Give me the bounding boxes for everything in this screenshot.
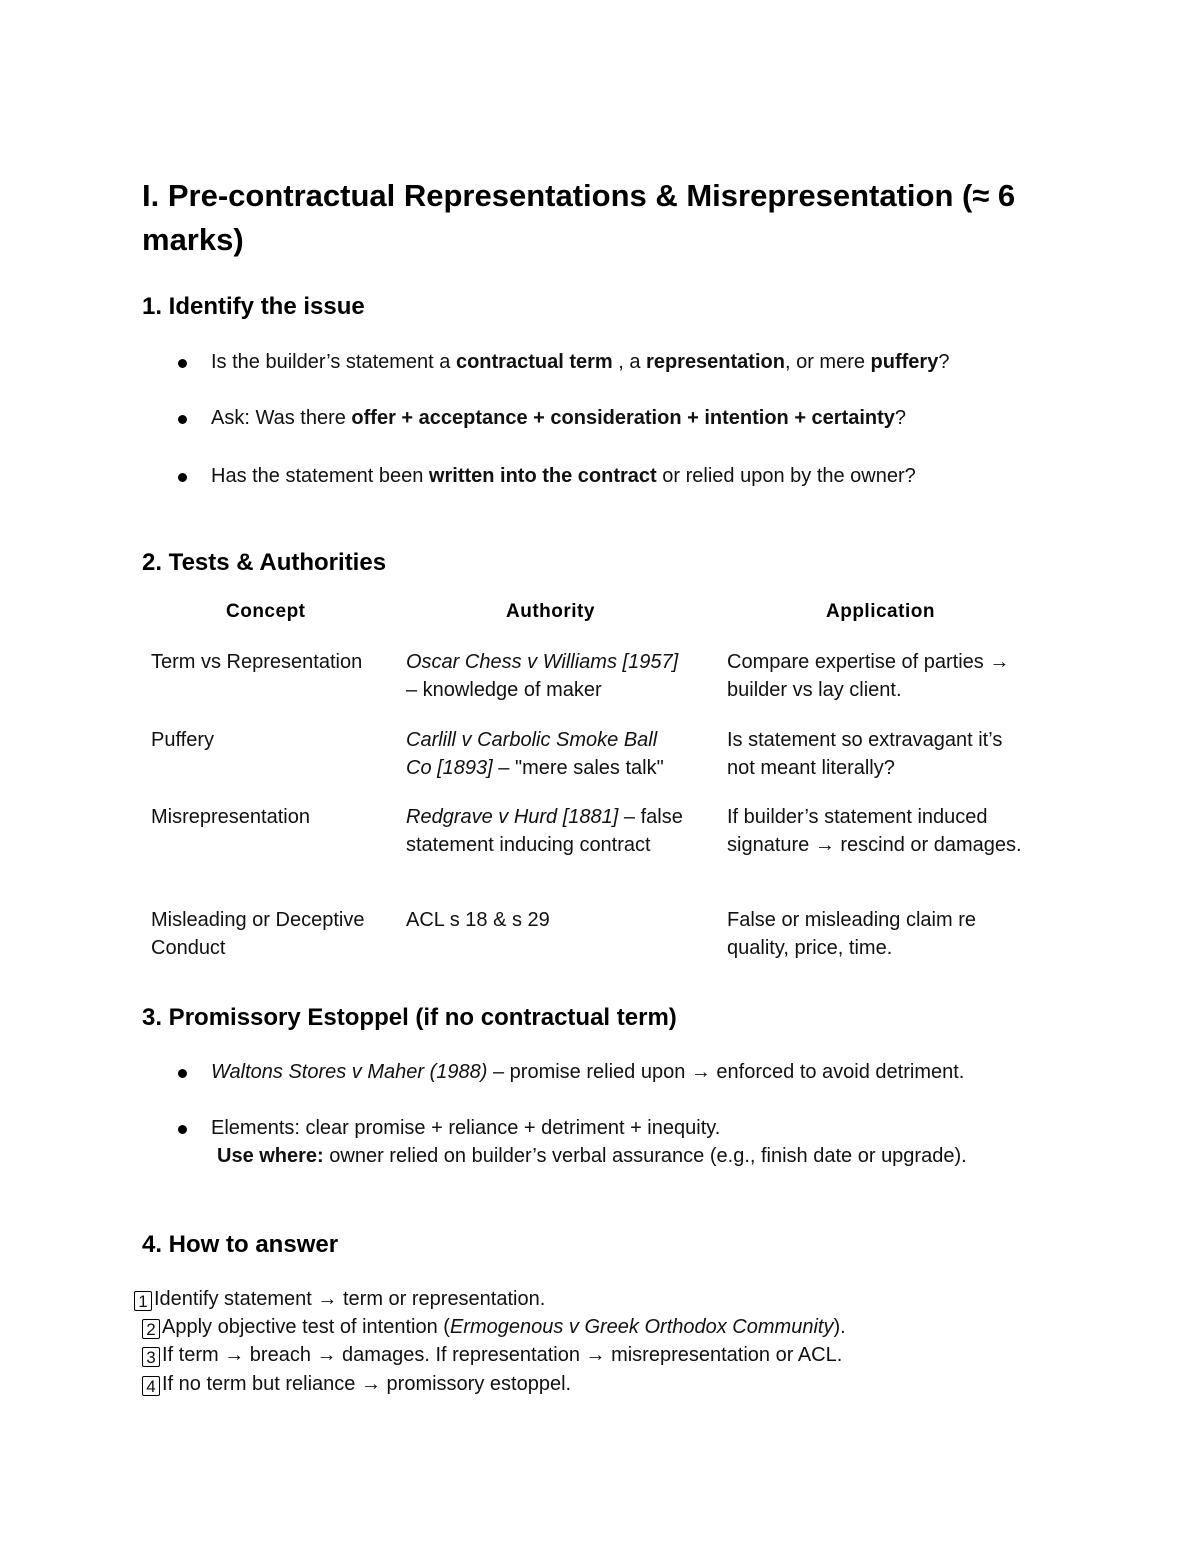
bullet-waltons-stores: Waltons Stores v Maher (1988) – promise relied upon → enforced to avoid detriment. bbox=[211, 1061, 965, 1083]
use-where-note: Use where: owner relied on builder’s verbal assurance (e.g., finish date or upgrade). bbox=[217, 1145, 967, 1167]
column-header-concept: Concept bbox=[226, 601, 306, 622]
table-cell-application: If builder’s statement induced signature → rescind or damages. bbox=[727, 806, 1022, 856]
bullet-written-into-contract: Has the statement been written into the contract or relied upon by the owner? bbox=[211, 465, 916, 487]
section-heading-promissory-estoppel: 3. Promissory Estoppel (if no contractual term) bbox=[142, 1004, 677, 1031]
bullet-dot bbox=[178, 359, 187, 368]
table-cell-authority: ACL s 18 & s 29 bbox=[406, 909, 550, 931]
table-cell-authority: Carlill v Carbolic Smoke Ball Co [1893] – "mere sales talk" bbox=[406, 729, 664, 779]
table-cell-authority: Redgrave v Hurd [1881] – false statement inducing contract bbox=[406, 806, 683, 856]
number-box-icon: 4 bbox=[142, 1376, 160, 1396]
section-heading-tests-authorities: 2. Tests & Authorities bbox=[142, 549, 387, 576]
page-title: I. Pre-contractual Representations & Misrepresentation (≈ 6 marks) bbox=[142, 178, 1016, 257]
step-1: 1 Identify statement → term or representation. bbox=[134, 1288, 545, 1311]
number-box-icon: 2 bbox=[142, 1319, 160, 1339]
table-cell-concept: Puffery bbox=[151, 729, 214, 751]
number-box-icon: 1 bbox=[134, 1291, 152, 1311]
table-cell-concept: Misrepresentation bbox=[151, 806, 310, 828]
step-2: 2 Apply objective test of intention (Ermogenous v Greek Orthodox Community). bbox=[142, 1316, 846, 1339]
number-box-icon: 3 bbox=[142, 1347, 160, 1367]
table-cell-authority: Oscar Chess v Williams [1957] – knowledge of maker bbox=[406, 651, 679, 701]
column-header-application: Application bbox=[826, 601, 935, 622]
step-4: 4 If no term but reliance → promissory estoppel. bbox=[142, 1373, 571, 1396]
bullet-contract-elements: Ask: Was there offer + acceptance + consideration + intention + certainty? bbox=[211, 407, 907, 429]
section-heading-identify-issue: 1. Identify the issue bbox=[142, 293, 365, 320]
table-cell-application: Is statement so extravagant it’s not meant literally? bbox=[727, 729, 1003, 779]
bullet-elements: Elements: clear promise + reliance + detriment + inequity. bbox=[211, 1117, 721, 1139]
table-cell-concept: Term vs Representation bbox=[151, 651, 363, 673]
column-header-authority: Authority bbox=[506, 601, 595, 622]
table-cell-concept: Misleading or Deceptive Conduct bbox=[151, 909, 365, 959]
bullet-dot bbox=[178, 473, 187, 482]
table-cell-application: Compare expertise of parties → builder vs lay client. bbox=[727, 651, 1010, 701]
bullet-dot bbox=[178, 415, 187, 424]
section-heading-how-to-answer: 4. How to answer bbox=[142, 1231, 339, 1258]
bullet-statement-type: Is the builder’s statement a contractual term , a representation, or mere puffery? bbox=[211, 351, 950, 373]
table-cell-application: False or misleading claim re quality, price, time. bbox=[727, 909, 976, 959]
step-3: 3 If term → breach → damages. If representation → misrepresentation or ACL. bbox=[142, 1344, 842, 1367]
bullet-dot bbox=[178, 1069, 187, 1078]
bullet-dot bbox=[178, 1125, 187, 1134]
